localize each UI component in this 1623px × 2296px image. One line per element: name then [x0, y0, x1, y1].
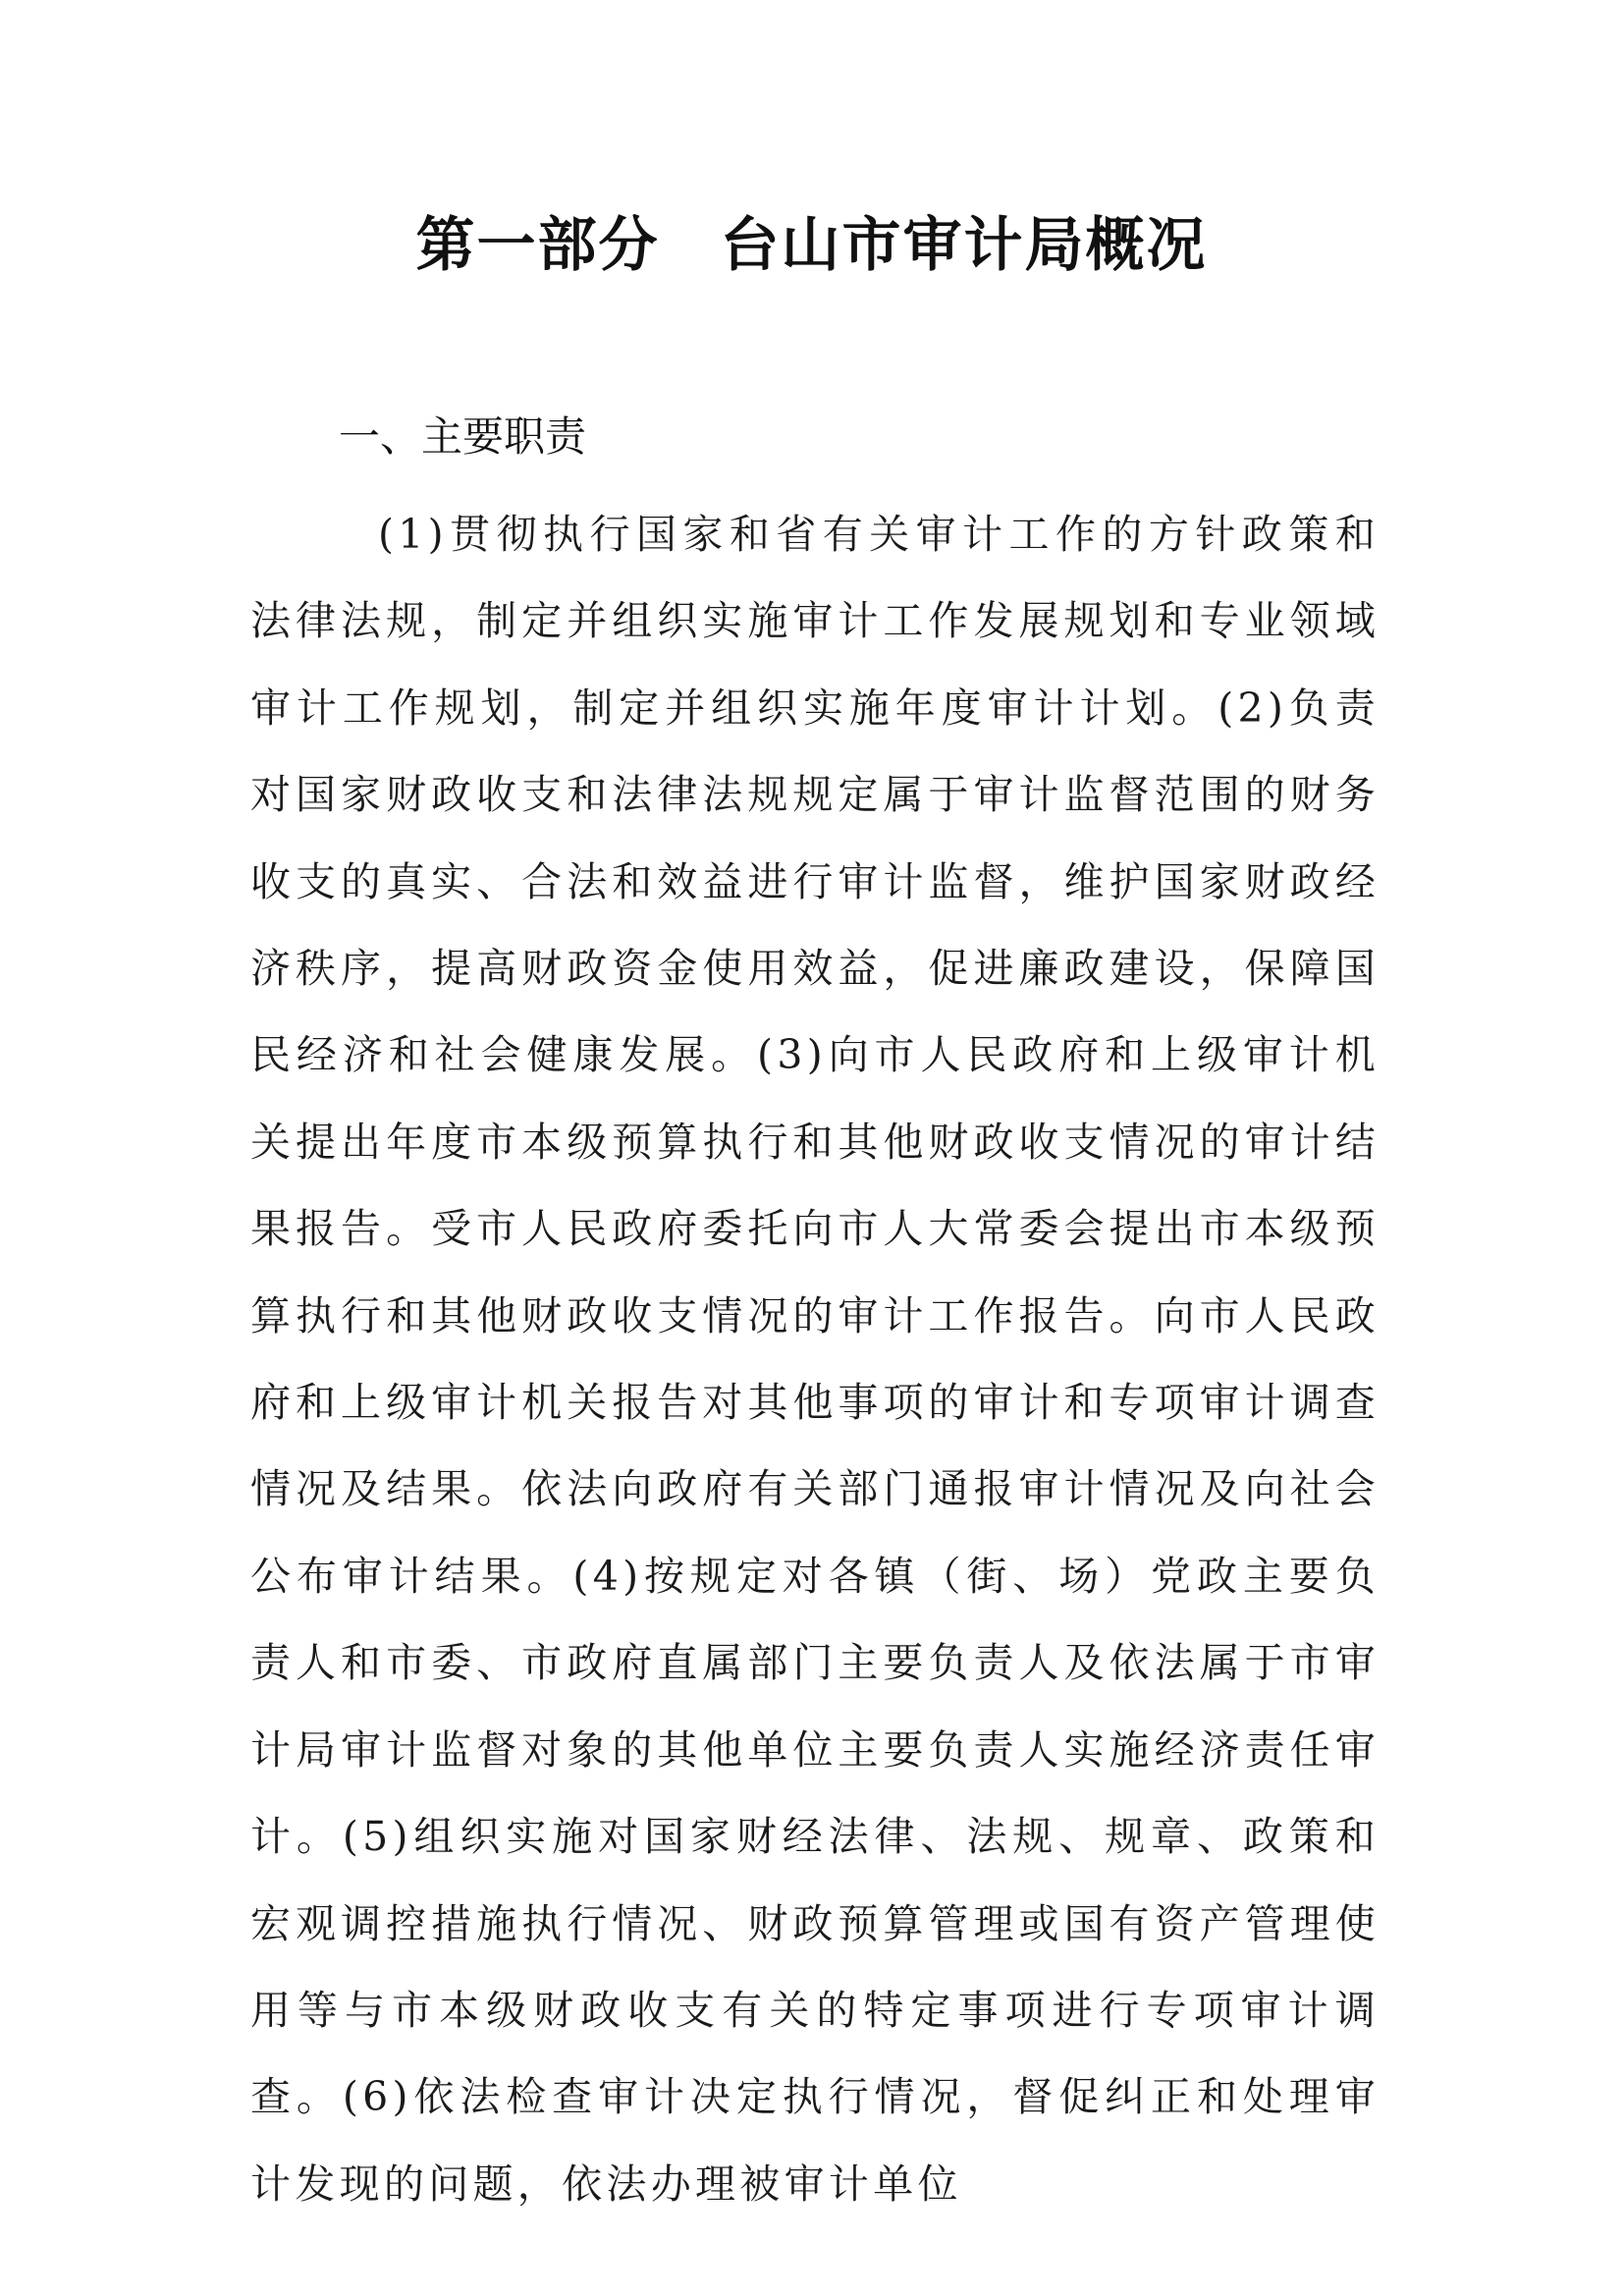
page-title: 第一部分 台山市审计局概况: [415, 211, 1208, 280]
body-paragraph: (1)贯彻执行国家和省有关审计工作的方针政策和法律法规，制定并组织实施审计工作发展规划和专业领域审计工作规划，制定并组织实施年度审计计划。(2)负责对国家财政收支和法律法规规定属于审计监督范围的财务收支的真实、合法和效益进行审计监督，维护国家财政经济秩序，提高财政资金使用效益，促进廉政建设，保障国民经济和社会健康发展。(3)向市人民政府和上级审计机关提出年度市本级预算执行和其他财政收支情况的审计结果报告。受市人民政府委托向市人大常委会提出市本级预算执行和其他财政收支情况的审计工作报告。向市人民政府和上级审计机关报告对其他事项的审计和专项审计调查情况及结果。依法向政府有关部门通报审计情况及向社会公布审计结果。(4)按规定对各镇（街、场）党政主要负责人和市委、市政府直属部门主要负责人及依法属于市审计局审计监督对象的其他单位主要负责人实施经济责任审计。(5)组织实施对国家财经法律、法规、规章、政策和宏观调控措施执行情况、财政预算管理或国有资产管理使用等与市本级财政收支有关的特定事项进行专项审计调查。(6)依法检查审计决定执行情况，督促纠正和处理审计发现的问题，依法办理被审计单位: [250, 511, 1380, 2208]
section-heading: 一、主要职责: [339, 412, 587, 461]
